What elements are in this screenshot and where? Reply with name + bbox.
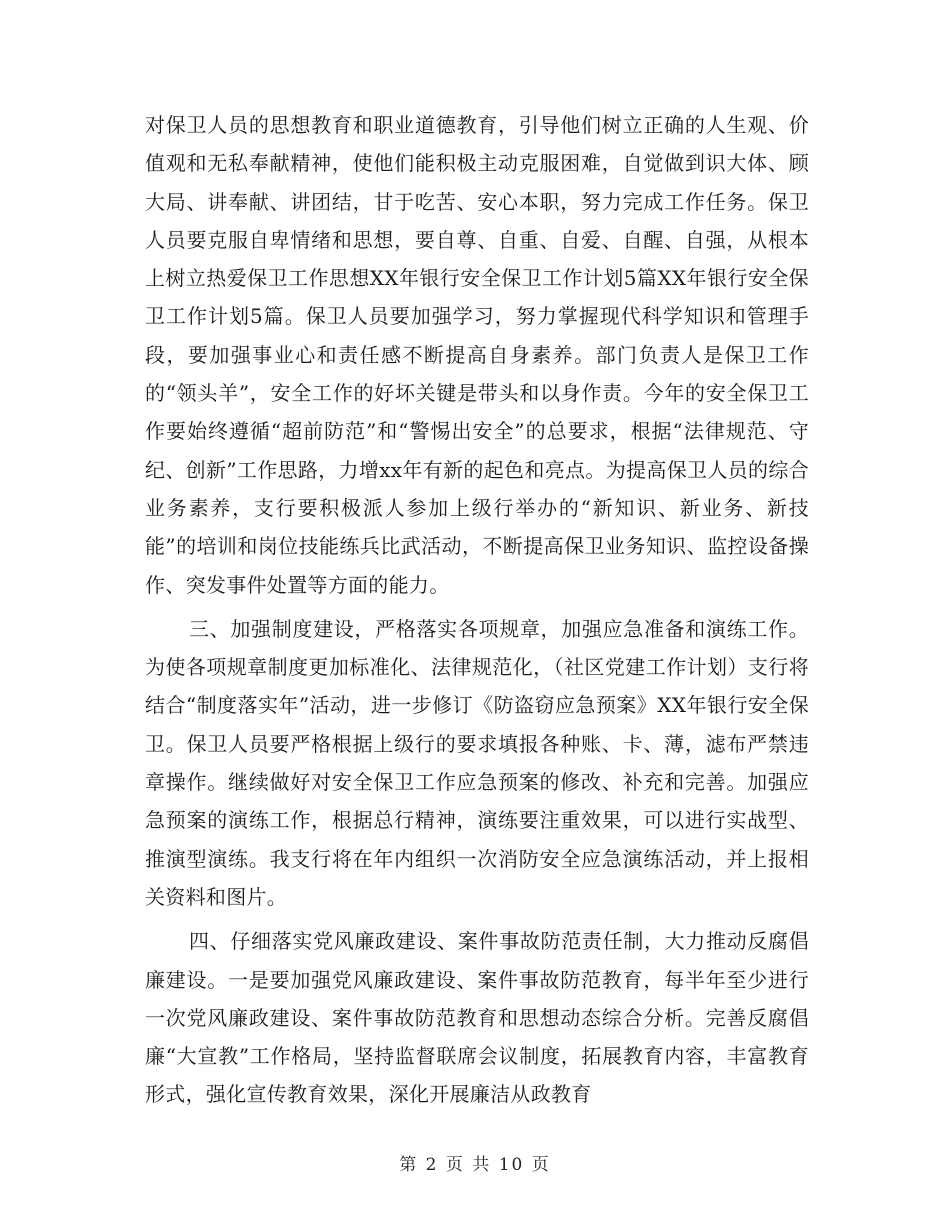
paragraph-section-four: 四、仔细落实党风廉政建设、案件事故防范责任制，大力推动反腐倡廉建设。一是要加强党风廉政建设、案件事故防范教育，每半年至少进行一次党风廉政建设、案件事故防范教育和思想动态综合分析。完善反腐倡廉“大宣教”工作格局，坚持监督联席会议制度，拓展教育内容，丰富教育形式，强化宣传教育效果，深化开展廉洁从政教育 xyxy=(145,929,809,1107)
document-body xyxy=(145,106,809,1114)
paragraph-section-three: 三、加强制度建设，严格落实各项规章，加强应急准备和演练工作。为使各项规章制度更加标准化、法律规范化，（社区党建工作计划）支行将结合“制度落实年”活动，进一步修订《防盗窃应急预案》XX年银行安全保卫。保卫人员要严格根据上级行的要求填报各种账、卡、薄，滤布严禁违章操作。继续做好对安全保卫工作应急预案的修改、补充和完善。加强应急预案的演练工作，根据总行精神，演练要注重效果，可以进行实战型、推演型演练。我支行将在年内组织一次消防安全应急演练活动，并上报相关资料和图片。 xyxy=(145,616,809,909)
paragraph-continued: 对保卫人员的思想教育和职业道德教育，引导他们树立正确的人生观、价值观和无私奉献精神，使他们能积极主动克服困难，自觉做到识大体、顾大局、讲奉献、讲团结，甘于吃苦、安心本职，努力完成工作任务。保卫人员要克服自卑情绪和思想，要自尊、自重、自爱、自醒、自强，从根本上树立热爱保卫工作思想XX年银行安全保卫工作计划5篇XX年银行安全保卫工作计划5篇。保卫人员要加强学习，努力掌握现代科学知识和管理手段，要加强事业心和责任感不断提高自身素养。部门负责人是保卫工作的“领头羊”，安全工作的好坏关键是带头和以身作责。今年的安全保卫工作要始终遵循“超前防范”和“警惕出安全”的总要求，根据“法律规范、守纪、创新”工作思路，力增xx年有新的起色和亮点。为提高保卫人员的综合业务素养，支行要积极派人参加上级行举办的“新知识、新业务、新技能”的培训和岗位技能练兵比武活动，不断提高保卫业务知识、监控设备操作、突发事件处置等方面的能力。 xyxy=(145,113,809,597)
page-number-footer: 第 2 页 共 10 页 xyxy=(399,1155,551,1175)
